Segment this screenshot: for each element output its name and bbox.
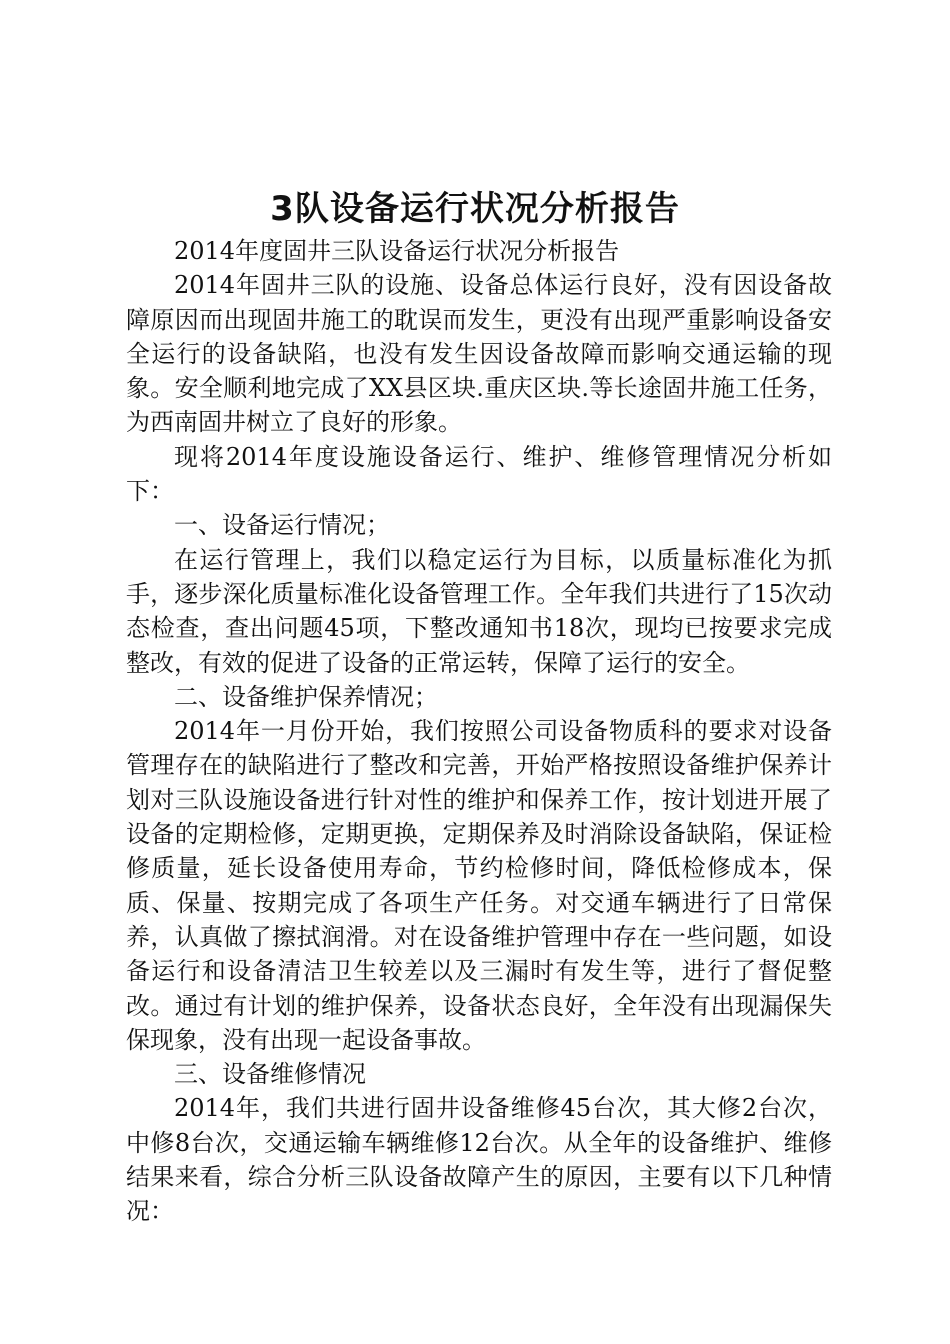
- paragraph-repair: 2014年，我们共进行固井设备维修45台次，其大修2台次，中修8台次，交通运输车辆维修12台次。从全年的设备维护、维修结果来看，综合分析三队设备故障产生的原因，主要有以下几种情况：: [126, 1094, 832, 1226]
- section-heading-operation: 一、设备运行情况；: [174, 511, 390, 540]
- document-body: [126, 234, 832, 1229]
- paragraph-operation: 在运行管理上，我们以稳定运行为目标，以质量标准化为抓手，逐步深化质量标准化设备管理工作。全年我们共进行了15次动态检查，查出问题45项，下整改通知书18次，现均已按要求完成整改，有效的促进了设备的正常运转，保障了运行的安全。: [126, 545, 832, 677]
- document-title: 3队设备运行状况分析报告: [270, 189, 680, 229]
- paragraph-maintenance: 2014年一月份开始，我们按照公司设备物质科的要求对设备管理存在的缺陷进行了整改和完善，开始严格按照设备维护保养计划对三队设施设备进行针对性的维护和保养工作，按计划进开展了设备的定期检修，定期更换，定期保养及时消除设备缺陷，保证检修质量，延长设备使用寿命，节约检修时间，降低检修成本，保质、保量、按期完成了各项生产任务。对交通车辆进行了日常保养，认真做了擦拭润滑。对在设备维护管理中存在一些问题，如设备运行和设备清洁卫生较差以及三漏时有发生等，进行了督促整改。通过有计划的维护保养，设备状态良好，全年没有出现漏保失保现象，没有出现一起设备事故。: [126, 717, 832, 1054]
- section-heading-repair: 三、设备维修情况: [174, 1060, 366, 1089]
- section-heading-maintenance: 二、设备维护保养情况；: [174, 682, 438, 711]
- paragraph-overview: 2014年固井三队的设施、设备总体运行良好，没有因设备故障原因而出现固井施工的耽误而发生，更没有出现严重影响设备安全运行的设备缺陷，也没有发生因设备故障而影响交通运输的现象。安全顺利地完成了XX县区块.重庆区块.等长途固井施工任务，为西南固井树立了良好的形象。: [126, 271, 832, 437]
- report-subtitle: 2014年度固井三队设备运行状况分析报告: [174, 237, 620, 265]
- paragraph-intro: 现将2014年度设施设备运行、维护、维修管理情况分析如下：: [126, 442, 832, 506]
